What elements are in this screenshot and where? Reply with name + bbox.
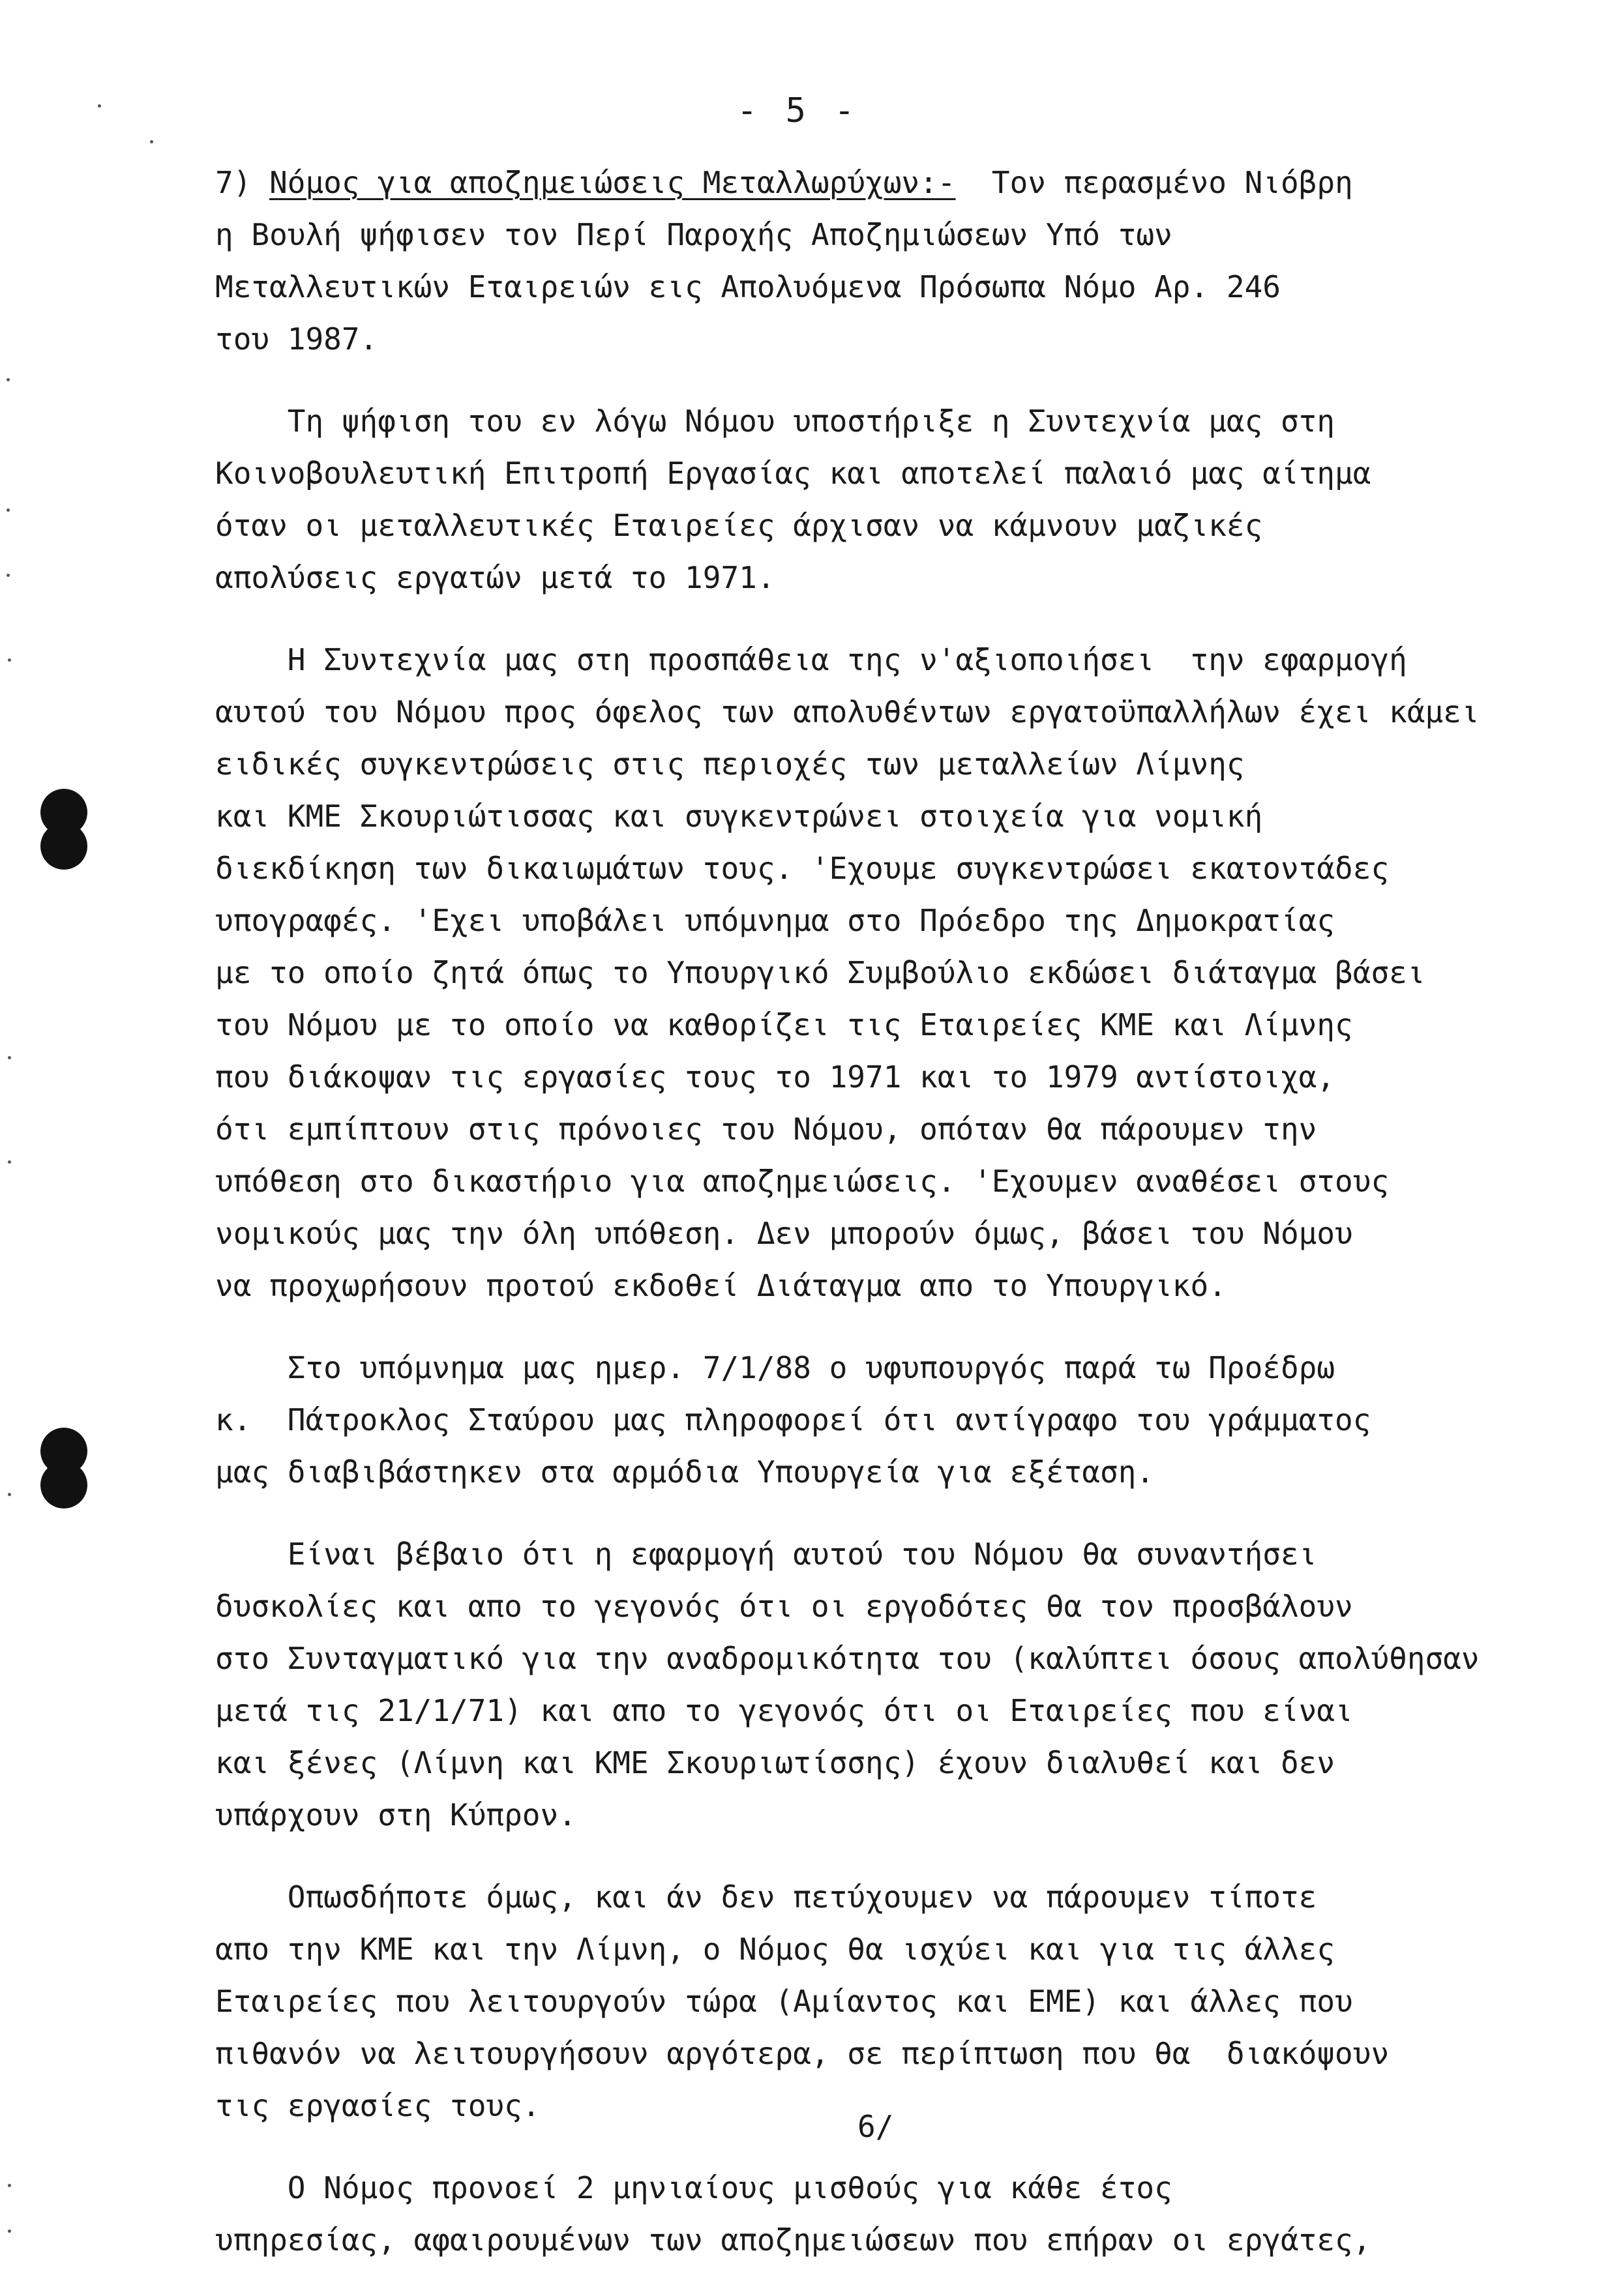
margin-mark	[8, 658, 11, 662]
section-heading: Νόμος για αποζημειώσεις Μεταλλωρύχων:-	[269, 165, 956, 200]
text-line: η Βουλή ψήφισεν τον Περί Παροχής Αποζημιώσεων Υπό των	[215, 217, 1172, 252]
text-line: τις εργασίες τους.	[215, 2088, 541, 2123]
margin-mark	[7, 378, 10, 381]
punch-hole-bottom-lower	[40, 1462, 87, 1509]
document-body	[215, 156, 1585, 2296]
text-line: του 1987.	[215, 321, 378, 357]
text-line: ότι εμπίπτουν στις πρόνοιες του Νόμου, οπόταν θα πάρουμεν την	[215, 1111, 1317, 1147]
text-line: μας διαβιβάστηκεν στα αρμόδια Υπουργεία για εξέταση.	[215, 1454, 1155, 1490]
margin-mark	[8, 2230, 11, 2233]
text-line: υπηρεσίας, αφαιρουμένων των αποζημειώσεων που επήραν οι εργάτες,	[215, 2222, 1371, 2258]
paragraph	[215, 1871, 1585, 2132]
section-intro-rest: Τον περασμένο Νιόβρη	[991, 165, 1353, 200]
text-line: υπόθεση στο δικαστήριο για αποζημειώσεις. 'Εχουμεν αναθέσει στους	[215, 1164, 1390, 1199]
paragraph	[215, 1528, 1585, 1841]
text-line: Η Συντεχνία μας στη προσπάθεια της ν'αξιοποιήσει την εφαρμογή	[215, 642, 1407, 677]
text-line: και ΚΜΕ Σκουριώτισσας και συγκεντρώνει στοιχεία για νομική	[215, 799, 1263, 834]
text-line: κ. Πάτροκλος Σταύρου μας πληροφορεί ότι αντίγραφο του γράμματος	[215, 1402, 1371, 1437]
text-line: δυσκολίες και απο το γεγονός ότι οι εργοδότες θα τον προσβάλουν	[215, 1589, 1353, 1624]
paragraph	[215, 395, 1585, 604]
text-line: πιθανόν να λειτουργήσουν αργότερα, σε περίπτωση που θα διακόψουν	[215, 2036, 1390, 2071]
margin-mark	[8, 1056, 11, 1059]
text-line: Είναι βέβαιο ότι η εφαρμογή αυτού του Νόμου θα συναντήσει	[215, 1537, 1317, 1572]
text-line: αυτού του Νόμου προς όφελος των απολυθέντων εργατοϋπαλλήλων έχει κάμει	[215, 694, 1480, 729]
text-line: και ξένες (Λίμνη και ΚΜΕ Σκουριωτίσσης) έχουν διαλυθεί και δεν	[215, 1745, 1335, 1780]
page-number: - 5 -	[737, 91, 859, 130]
text-line: στο Συνταγματικό για την αναδρομικότητα του (καλύπτει όσους απολύθησαν	[215, 1641, 1480, 1676]
margin-mark	[150, 140, 153, 143]
text-line: Στο υπόμνημα μας ημερ. 7/1/88 ο υφυπουργός παρά τω Προέδρω	[215, 1350, 1335, 1385]
section-7	[215, 156, 1585, 365]
margin-mark	[7, 508, 10, 512]
margin-mark	[8, 1493, 11, 1496]
paragraph	[215, 634, 1585, 1312]
section-first-line	[215, 156, 1585, 209]
text-line: του Νόμου με το οποίο να καθορίζει τις Εταιρείες ΚΜΕ και Λίμνης	[215, 1007, 1353, 1042]
text-line: νομικούς μας την όλη υπόθεση. Δεν μπορούν όμως, βάσει του Νόμου	[215, 1216, 1353, 1251]
text-line: Οπωσδήποτε όμως, και άν δεν πετύχουμεν να πάρουμεν τίποτε	[215, 1879, 1317, 1915]
paragraph	[215, 1342, 1585, 1498]
margin-mark	[8, 1160, 11, 1164]
text-line: με το οποίο ζητά όπως το Υπουργικό Συμβούλιο εκδώσει διάταγμα βάσει	[215, 955, 1425, 990]
text-line: υπάρχουν στη Κύπρον.	[215, 1797, 576, 1832]
text-line: ειδικές συγκεντρώσεις στις περιοχές των μεταλλείων Λίμνης	[215, 746, 1245, 782]
text-line: απο την ΚΜΕ και την Λίμνη, ο Νόμος θα ισχύει και για τις άλλες	[215, 1932, 1335, 1967]
margin-mark	[98, 104, 101, 108]
text-line: Ο Νόμος προνοεί 2 μηνιαίους μισθούς για κάθε έτος	[215, 2170, 1172, 2205]
section-number: 7)	[215, 165, 252, 200]
continuation-marker: 6/	[857, 2109, 894, 2144]
punch-hole-top-lower	[40, 823, 87, 870]
text-line: να προχωρήσουν προτού εκδοθεί Διάταγμα απο το Υπουργικό.	[215, 1268, 1227, 1303]
text-line: Τη ψήφιση του εν λόγω Νόμου υποστήριξε η Συντεχνία μας στη	[215, 404, 1335, 439]
text-line: όταν οι μεταλλευτικές Εταιρείες άρχισαν να κάμνουν μαζικές	[215, 508, 1263, 543]
text-line: διεκδίκηση των δικαιωμάτων τους. 'Εχουμε συγκεντρώσει εκατοντάδες	[215, 851, 1390, 886]
text-line: μετά τις 21/1/71) και απο το γεγονός ότι οι Εταιρείες που είναι	[215, 1693, 1353, 1728]
margin-mark	[8, 2184, 11, 2187]
text-line: Κοινοβουλευτική Επιτροπή Εργασίας και αποτελεί παλαιό μας αίτημα	[215, 456, 1371, 491]
text-line: υπογραφές. 'Εχει υποβάλει υπόμνημα στο Πρόεδρο της Δημοκρατίας	[215, 903, 1335, 938]
paragraph	[215, 2162, 1585, 2266]
text-line: Μεταλλευτικών Εταιρειών εις Απολυόμενα Πρόσωπα Νόμο Αρ. 246	[215, 269, 1281, 304]
text-line: Εταιρείες που λειτουργούν τώρα (Αμίαντος και ΕΜΕ) και άλλες που	[215, 1984, 1353, 2019]
text-line: που διάκοψαν τις εργασίες τους το 1971 και το 1979 αντίστοιχα,	[215, 1059, 1335, 1095]
text-line: απολύσεις εργατών μετά το 1971.	[215, 560, 775, 595]
margin-mark	[7, 574, 10, 577]
